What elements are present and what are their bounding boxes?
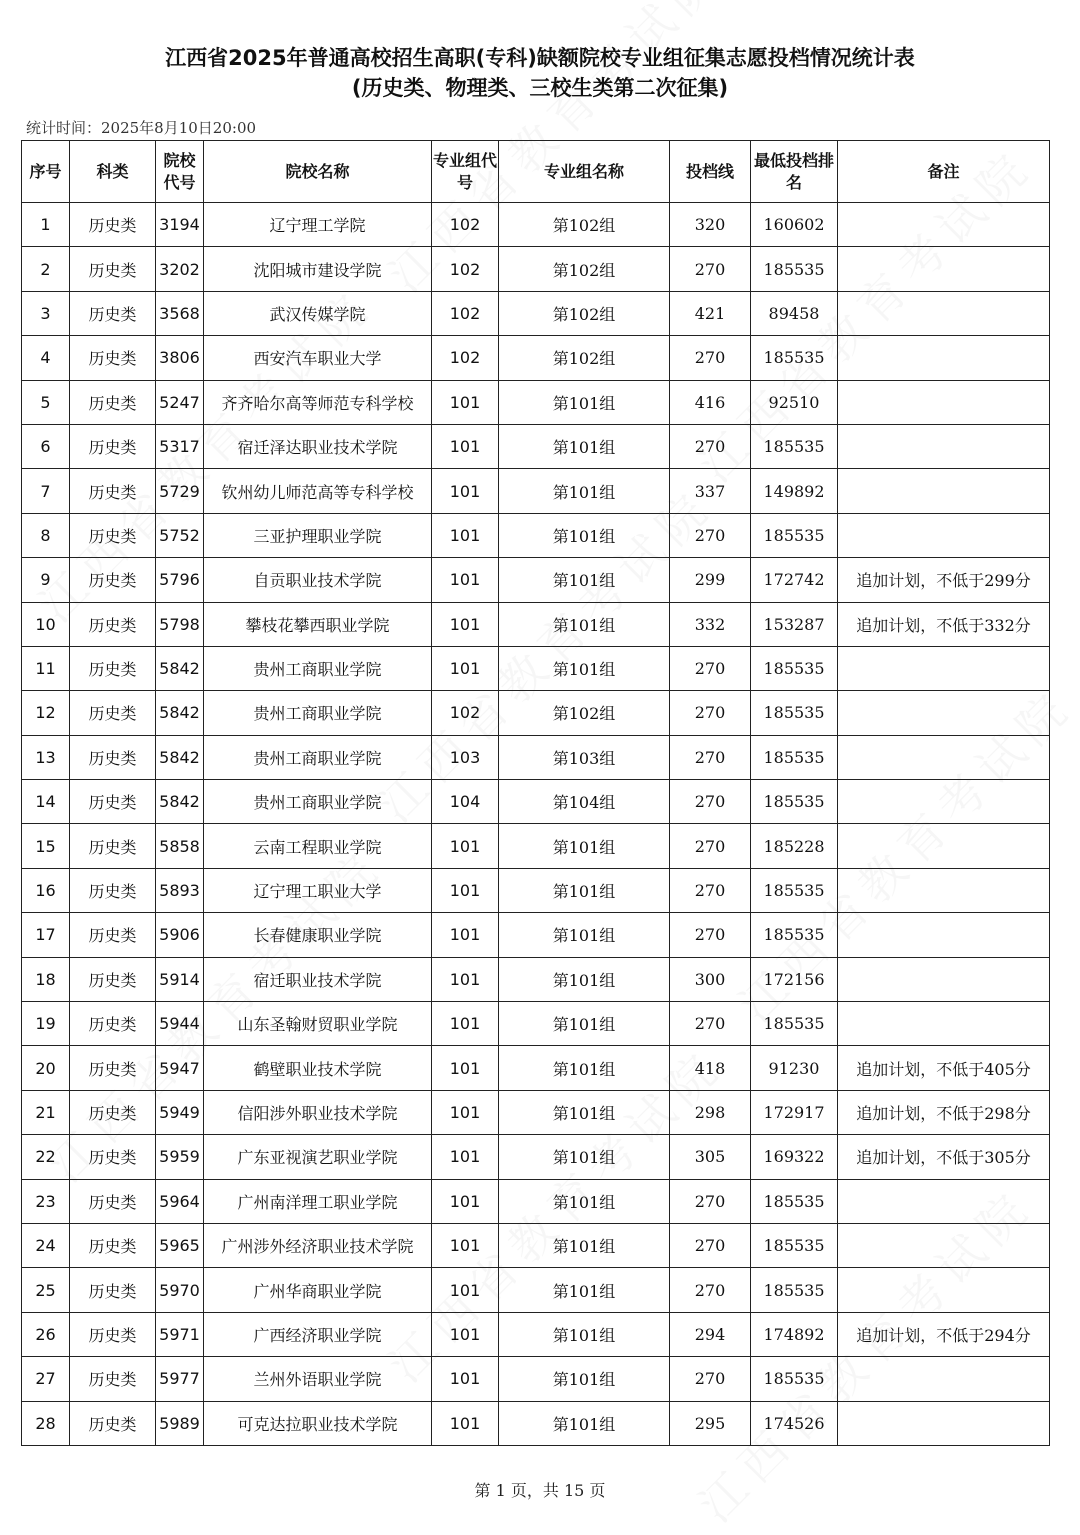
cell-group-code: 101 (432, 469, 499, 513)
cell-group-name: 第101组 (499, 424, 670, 468)
cell-category: 历史类 (70, 1357, 156, 1401)
cell-min-rank: 185535 (751, 1223, 838, 1267)
header-score-line: 投档线 (670, 141, 751, 203)
table-row (22, 513, 1050, 557)
cell-school-code: 3194 (156, 203, 204, 247)
cell-group-name: 第101组 (499, 602, 670, 646)
cell-seq: 27 (22, 1357, 70, 1401)
cell-school-name: 武汉传媒学院 (204, 291, 432, 335)
cell-group-name: 第102组 (499, 336, 670, 380)
cell-group-code: 101 (432, 513, 499, 557)
cell-remark (838, 1179, 1050, 1223)
cell-score-line: 270 (670, 1357, 751, 1401)
cell-min-rank: 149892 (751, 469, 838, 513)
cell-score-line: 270 (670, 824, 751, 868)
cell-min-rank: 172742 (751, 558, 838, 602)
cell-category: 历史类 (70, 1046, 156, 1090)
cell-school-name: 鹤壁职业技术学院 (204, 1046, 432, 1090)
cell-school-code: 5796 (156, 558, 204, 602)
cell-remark (838, 646, 1050, 690)
cell-score-line: 270 (670, 247, 751, 291)
cell-school-code: 3202 (156, 247, 204, 291)
cell-category: 历史类 (70, 247, 156, 291)
cell-school-code: 5971 (156, 1312, 204, 1356)
cell-score-line: 270 (670, 1268, 751, 1312)
cell-score-line: 299 (670, 558, 751, 602)
cell-school-name: 广州南洋理工职业学院 (204, 1179, 432, 1223)
cell-score-line: 270 (670, 691, 751, 735)
cell-group-code: 101 (432, 1046, 499, 1090)
cell-school-code: 5947 (156, 1046, 204, 1090)
cell-group-code: 101 (432, 913, 499, 957)
cell-remark (838, 1223, 1050, 1267)
cell-min-rank: 89458 (751, 291, 838, 335)
cell-seq: 22 (22, 1135, 70, 1179)
cell-group-name: 第101组 (499, 1179, 670, 1223)
cell-min-rank: 185535 (751, 868, 838, 912)
cell-group-code: 101 (432, 380, 499, 424)
cell-school-name: 宿迁职业技术学院 (204, 957, 432, 1001)
cell-min-rank: 185535 (751, 513, 838, 557)
cell-min-rank: 185535 (751, 424, 838, 468)
header-min-rank: 最低投档排名 (751, 141, 838, 203)
cell-category: 历史类 (70, 336, 156, 380)
cell-category: 历史类 (70, 1223, 156, 1267)
cell-category: 历史类 (70, 1135, 156, 1179)
cell-score-line: 270 (670, 735, 751, 779)
cell-school-name: 山东圣翰财贸职业学院 (204, 1002, 432, 1046)
cell-school-code: 5317 (156, 424, 204, 468)
cell-remark (838, 336, 1050, 380)
cell-group-name: 第101组 (499, 1268, 670, 1312)
cell-min-rank: 185535 (751, 247, 838, 291)
cell-group-code: 101 (432, 1401, 499, 1445)
cell-school-name: 三亚护理职业学院 (204, 513, 432, 557)
cell-score-line: 270 (670, 424, 751, 468)
cell-remark (838, 913, 1050, 957)
cell-school-code: 5944 (156, 1002, 204, 1046)
table-header (22, 141, 1050, 203)
cell-remark (838, 780, 1050, 824)
cell-group-name: 第102组 (499, 247, 670, 291)
cell-school-name: 可克达拉职业技术学院 (204, 1401, 432, 1445)
cell-school-name: 信阳涉外职业技术学院 (204, 1090, 432, 1134)
cell-group-name: 第101组 (499, 558, 670, 602)
cell-remark: 追加计划，不低于405分 (838, 1046, 1050, 1090)
cell-school-code: 5949 (156, 1090, 204, 1134)
cell-remark: 追加计划，不低于332分 (838, 602, 1050, 646)
cell-group-name: 第101组 (499, 1357, 670, 1401)
table-body (22, 203, 1050, 1446)
cell-group-name: 第101组 (499, 957, 670, 1001)
table-row (22, 957, 1050, 1001)
cell-school-code: 5964 (156, 1179, 204, 1223)
cell-group-name: 第101组 (499, 1401, 670, 1445)
cell-min-rank: 185535 (751, 691, 838, 735)
cell-group-code: 101 (432, 1223, 499, 1267)
cell-group-name: 第101组 (499, 469, 670, 513)
cell-school-code: 5858 (156, 824, 204, 868)
cell-remark (838, 824, 1050, 868)
cell-school-code: 5906 (156, 913, 204, 957)
cell-school-code: 5989 (156, 1401, 204, 1445)
cell-group-code: 101 (432, 602, 499, 646)
cell-seq: 19 (22, 1002, 70, 1046)
cell-group-code: 101 (432, 424, 499, 468)
cell-seq: 15 (22, 824, 70, 868)
cell-category: 历史类 (70, 291, 156, 335)
cell-school-name: 攀枝花攀西职业学院 (204, 602, 432, 646)
cell-school-code: 5842 (156, 780, 204, 824)
cell-school-name: 广州涉外经济职业技术学院 (204, 1223, 432, 1267)
cell-school-code: 5965 (156, 1223, 204, 1267)
cell-remark: 追加计划，不低于298分 (838, 1090, 1050, 1134)
cell-seq: 14 (22, 780, 70, 824)
cell-school-code: 5842 (156, 646, 204, 690)
cell-min-rank: 185535 (751, 1268, 838, 1312)
cell-group-code: 104 (432, 780, 499, 824)
cell-school-code: 5729 (156, 469, 204, 513)
cell-seq: 11 (22, 646, 70, 690)
cell-score-line: 270 (670, 336, 751, 380)
cell-group-code: 101 (432, 1357, 499, 1401)
cell-school-name: 云南工程职业学院 (204, 824, 432, 868)
cell-category: 历史类 (70, 913, 156, 957)
cell-seq: 5 (22, 380, 70, 424)
cell-group-code: 101 (432, 1135, 499, 1179)
header-remark: 备注 (838, 141, 1050, 203)
cell-school-name: 沈阳城市建设学院 (204, 247, 432, 291)
cell-min-rank: 185535 (751, 1179, 838, 1223)
table-row (22, 913, 1050, 957)
table-row (22, 1312, 1050, 1356)
cell-school-name: 兰州外语职业学院 (204, 1357, 432, 1401)
cell-category: 历史类 (70, 469, 156, 513)
cell-min-rank: 185535 (751, 1357, 838, 1401)
cell-score-line: 270 (670, 1223, 751, 1267)
table-row (22, 1046, 1050, 1090)
cell-group-name: 第101组 (499, 646, 670, 690)
cell-seq: 23 (22, 1179, 70, 1223)
cell-score-line: 270 (670, 868, 751, 912)
cell-group-name: 第101组 (499, 868, 670, 912)
cell-min-rank: 153287 (751, 602, 838, 646)
cell-remark (838, 203, 1050, 247)
cell-group-name: 第101组 (499, 1312, 670, 1356)
table-row (22, 602, 1050, 646)
cell-category: 历史类 (70, 824, 156, 868)
cell-group-name: 第101组 (499, 380, 670, 424)
header-school-name: 院校名称 (204, 141, 432, 203)
cell-category: 历史类 (70, 1090, 156, 1134)
cell-school-code: 5970 (156, 1268, 204, 1312)
cell-seq: 2 (22, 247, 70, 291)
cell-score-line: 270 (670, 513, 751, 557)
cell-score-line: 305 (670, 1135, 751, 1179)
cell-seq: 10 (22, 602, 70, 646)
cell-seq: 21 (22, 1090, 70, 1134)
stat-time: 统计时间：2025年8月10日20:00 (26, 119, 257, 137)
cell-remark (838, 957, 1050, 1001)
cell-seq: 8 (22, 513, 70, 557)
cell-score-line: 270 (670, 913, 751, 957)
cell-min-rank: 185535 (751, 1002, 838, 1046)
cell-seq: 24 (22, 1223, 70, 1267)
table-row (22, 247, 1050, 291)
cell-group-name: 第104组 (499, 780, 670, 824)
cell-score-line: 332 (670, 602, 751, 646)
cell-min-rank: 91230 (751, 1046, 838, 1090)
cell-school-code: 5959 (156, 1135, 204, 1179)
cell-remark (838, 735, 1050, 779)
cell-score-line: 298 (670, 1090, 751, 1134)
cell-seq: 17 (22, 913, 70, 957)
cell-group-name: 第101组 (499, 1223, 670, 1267)
cell-score-line: 320 (670, 203, 751, 247)
cell-category: 历史类 (70, 957, 156, 1001)
cell-school-code: 5752 (156, 513, 204, 557)
page-title: 江西省2025年普通高校招生高职(专科)缺额院校专业组征集志愿投档情况统计表 (165, 46, 915, 70)
header-group-code: 专业组代号 (432, 141, 499, 203)
cell-score-line: 294 (670, 1312, 751, 1356)
cell-group-name: 第101组 (499, 513, 670, 557)
table-row (22, 1223, 1050, 1267)
cell-min-rank: 169322 (751, 1135, 838, 1179)
cell-seq: 9 (22, 558, 70, 602)
cell-score-line: 270 (670, 646, 751, 690)
cell-school-name: 广西经济职业学院 (204, 1312, 432, 1356)
cell-score-line: 421 (670, 291, 751, 335)
cell-category: 历史类 (70, 780, 156, 824)
cell-min-rank: 185535 (751, 336, 838, 380)
header-category: 科类 (70, 141, 156, 203)
cell-group-code: 101 (432, 1268, 499, 1312)
cell-group-code: 102 (432, 203, 499, 247)
page-footer: 第 1 页，共 15 页 (474, 1481, 606, 1500)
cell-category: 历史类 (70, 203, 156, 247)
cell-min-rank: 185228 (751, 824, 838, 868)
admission-table (21, 140, 1050, 1446)
page-subtitle: (历史类、物理类、三校生类第二次征集) (351, 76, 729, 100)
cell-min-rank: 160602 (751, 203, 838, 247)
table-row (22, 1179, 1050, 1223)
cell-remark (838, 424, 1050, 468)
cell-school-code: 5247 (156, 380, 204, 424)
table-row (22, 424, 1050, 468)
cell-seq: 7 (22, 469, 70, 513)
cell-remark: 追加计划，不低于294分 (838, 1312, 1050, 1356)
cell-score-line: 416 (670, 380, 751, 424)
cell-seq: 4 (22, 336, 70, 380)
table-row (22, 558, 1050, 602)
cell-category: 历史类 (70, 1401, 156, 1445)
cell-min-rank: 172156 (751, 957, 838, 1001)
cell-min-rank: 174892 (751, 1312, 838, 1356)
cell-group-code: 102 (432, 247, 499, 291)
table-row (22, 1090, 1050, 1134)
cell-score-line: 270 (670, 1002, 751, 1046)
cell-group-code: 101 (432, 957, 499, 1001)
cell-school-name: 贵州工商职业学院 (204, 646, 432, 690)
table-row (22, 646, 1050, 690)
cell-group-name: 第101组 (499, 1135, 670, 1179)
cell-category: 历史类 (70, 513, 156, 557)
cell-remark (838, 691, 1050, 735)
cell-min-rank: 185535 (751, 735, 838, 779)
table-row (22, 780, 1050, 824)
cell-category: 历史类 (70, 646, 156, 690)
cell-group-name: 第101组 (499, 824, 670, 868)
table-row (22, 691, 1050, 735)
cell-group-code: 102 (432, 691, 499, 735)
cell-seq: 13 (22, 735, 70, 779)
cell-school-name: 自贡职业技术学院 (204, 558, 432, 602)
cell-school-code: 5893 (156, 868, 204, 912)
table-row (22, 469, 1050, 513)
cell-seq: 3 (22, 291, 70, 335)
cell-category: 历史类 (70, 691, 156, 735)
cell-remark (838, 1268, 1050, 1312)
cell-group-code: 101 (432, 868, 499, 912)
cell-group-name: 第102组 (499, 203, 670, 247)
cell-seq: 26 (22, 1312, 70, 1356)
table-row (22, 380, 1050, 424)
cell-school-code: 5977 (156, 1357, 204, 1401)
table-row (22, 336, 1050, 380)
cell-school-code: 5842 (156, 691, 204, 735)
cell-school-name: 广东亚视演艺职业学院 (204, 1135, 432, 1179)
cell-group-code: 101 (432, 1179, 499, 1223)
header-seq: 序号 (22, 141, 70, 203)
table-row (22, 203, 1050, 247)
header-school-code: 院校代号 (156, 141, 204, 203)
cell-seq: 28 (22, 1401, 70, 1445)
cell-remark (838, 1002, 1050, 1046)
cell-school-name: 长春健康职业学院 (204, 913, 432, 957)
cell-seq: 1 (22, 203, 70, 247)
cell-school-code: 5914 (156, 957, 204, 1001)
cell-school-code: 3568 (156, 291, 204, 335)
cell-school-name: 贵州工商职业学院 (204, 735, 432, 779)
cell-remark (838, 291, 1050, 335)
cell-category: 历史类 (70, 1268, 156, 1312)
cell-category: 历史类 (70, 1312, 156, 1356)
cell-group-code: 101 (432, 558, 499, 602)
cell-group-code: 103 (432, 735, 499, 779)
cell-min-rank: 174526 (751, 1401, 838, 1445)
cell-group-name: 第101组 (499, 1002, 670, 1046)
cell-score-line: 270 (670, 1179, 751, 1223)
cell-group-name: 第101组 (499, 1090, 670, 1134)
cell-remark: 追加计划，不低于299分 (838, 558, 1050, 602)
cell-group-code: 102 (432, 336, 499, 380)
cell-min-rank: 172917 (751, 1090, 838, 1134)
cell-remark (838, 380, 1050, 424)
table-row (22, 1135, 1050, 1179)
cell-remark (838, 469, 1050, 513)
cell-school-name: 贵州工商职业学院 (204, 780, 432, 824)
cell-group-code: 101 (432, 1312, 499, 1356)
cell-category: 历史类 (70, 602, 156, 646)
table-row (22, 824, 1050, 868)
cell-seq: 20 (22, 1046, 70, 1090)
cell-school-name: 贵州工商职业学院 (204, 691, 432, 735)
cell-group-name: 第103组 (499, 735, 670, 779)
cell-category: 历史类 (70, 558, 156, 602)
cell-seq: 18 (22, 957, 70, 1001)
cell-group-code: 101 (432, 824, 499, 868)
cell-category: 历史类 (70, 380, 156, 424)
cell-score-line: 300 (670, 957, 751, 1001)
cell-min-rank: 185535 (751, 780, 838, 824)
cell-group-name: 第102组 (499, 691, 670, 735)
cell-school-name: 西安汽车职业大学 (204, 336, 432, 380)
cell-group-name: 第102组 (499, 291, 670, 335)
cell-remark (838, 247, 1050, 291)
cell-group-code: 101 (432, 646, 499, 690)
table-row (22, 1401, 1050, 1445)
table-row (22, 1002, 1050, 1046)
cell-category: 历史类 (70, 1002, 156, 1046)
cell-group-code: 102 (432, 291, 499, 335)
cell-seq: 12 (22, 691, 70, 735)
cell-score-line: 295 (670, 1401, 751, 1445)
cell-school-code: 5798 (156, 602, 204, 646)
cell-score-line: 270 (670, 780, 751, 824)
cell-min-rank: 185535 (751, 913, 838, 957)
header-group-name: 专业组名称 (499, 141, 670, 203)
cell-group-code: 101 (432, 1090, 499, 1134)
cell-group-name: 第101组 (499, 913, 670, 957)
cell-school-name: 广州华商职业学院 (204, 1268, 432, 1312)
cell-group-code: 101 (432, 1002, 499, 1046)
cell-school-name: 齐齐哈尔高等师范专科学校 (204, 380, 432, 424)
cell-category: 历史类 (70, 1179, 156, 1223)
table-row (22, 1357, 1050, 1401)
cell-school-name: 宿迁泽达职业技术学院 (204, 424, 432, 468)
cell-min-rank: 92510 (751, 380, 838, 424)
cell-remark: 追加计划，不低于305分 (838, 1135, 1050, 1179)
table-row (22, 1268, 1050, 1312)
cell-school-name: 辽宁理工职业大学 (204, 868, 432, 912)
cell-school-name: 辽宁理工学院 (204, 203, 432, 247)
table-row (22, 291, 1050, 335)
cell-seq: 25 (22, 1268, 70, 1312)
cell-group-name: 第101组 (499, 1046, 670, 1090)
cell-score-line: 418 (670, 1046, 751, 1090)
cell-category: 历史类 (70, 868, 156, 912)
cell-remark (838, 868, 1050, 912)
cell-school-code: 5842 (156, 735, 204, 779)
cell-category: 历史类 (70, 735, 156, 779)
cell-remark (838, 1401, 1050, 1445)
cell-remark (838, 513, 1050, 557)
cell-school-code: 3806 (156, 336, 204, 380)
cell-remark (838, 1357, 1050, 1401)
cell-min-rank: 185535 (751, 646, 838, 690)
cell-school-name: 钦州幼儿师范高等专科学校 (204, 469, 432, 513)
table-row (22, 735, 1050, 779)
cell-category: 历史类 (70, 424, 156, 468)
cell-seq: 6 (22, 424, 70, 468)
table-row (22, 868, 1050, 912)
cell-score-line: 337 (670, 469, 751, 513)
cell-seq: 16 (22, 868, 70, 912)
